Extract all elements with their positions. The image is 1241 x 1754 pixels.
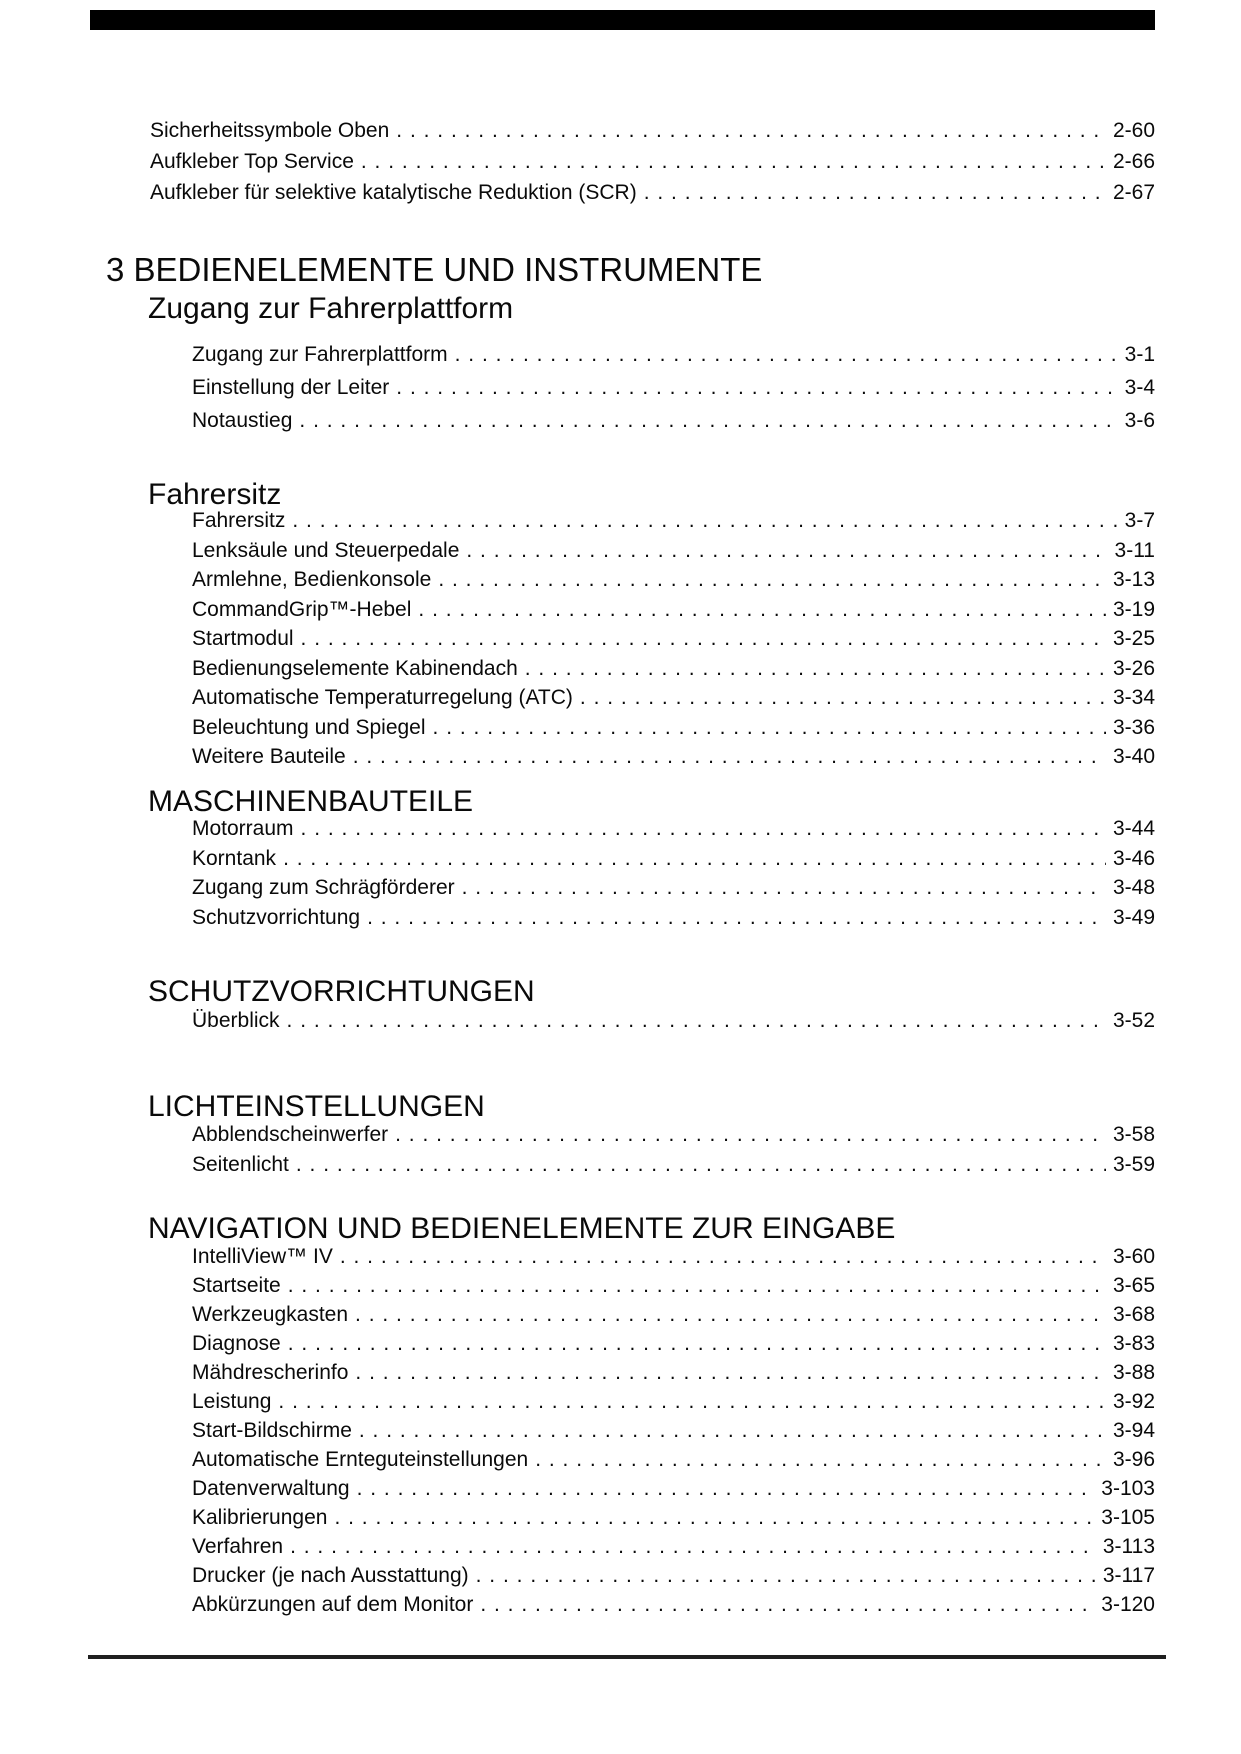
dot-leader (287, 1005, 1106, 1036)
dot-leader (361, 146, 1106, 177)
toc-entry-page-number: 3-1 (1124, 343, 1155, 366)
dot-leader (433, 713, 1106, 743)
toc-entry-page-number: 3-83 (1112, 1332, 1155, 1355)
dot-leader (396, 371, 1117, 404)
toc-entry-row (192, 565, 1155, 595)
toc-entry-row (192, 1445, 1155, 1474)
dot-leader (299, 404, 1117, 437)
toc-entry-page-number: 3-19 (1112, 597, 1155, 621)
toc-entry-label: Fahrersitz (192, 509, 286, 532)
toc-entry-list (192, 1120, 1155, 1179)
toc-entry-label: Zugang zum Schrägförderer (192, 876, 455, 899)
toc-entry-label: Sicherheitssymbole Oben (150, 119, 390, 142)
toc-entry-label: Beleuchtung und Spiegel (192, 715, 426, 739)
toc-entry-row (192, 1474, 1155, 1503)
toc-entry-label: Korntank (192, 846, 277, 870)
toc-entry-page-number: 3-26 (1112, 656, 1155, 680)
toc-entry-row (192, 1387, 1155, 1416)
toc-entry-label: Überblick (192, 1009, 280, 1032)
toc-entry-row (192, 903, 1155, 933)
toc-entry-page-number: 3-36 (1112, 715, 1155, 739)
toc-entry-page-number: 3-25 (1112, 627, 1155, 650)
toc-entry-row (192, 1271, 1155, 1300)
toc-entry-row (192, 595, 1155, 625)
toc-entry-page-number: 3-7 (1124, 509, 1155, 532)
dot-leader (462, 873, 1106, 903)
toc-entry-page-number: 3-34 (1112, 686, 1155, 709)
toc-entry-row (192, 654, 1155, 684)
section-heading: LICHTEINSTELLUNGEN (148, 1090, 485, 1123)
toc-entry-label: Kalibrierungen (192, 1506, 328, 1529)
toc-entry-label: Abkürzungen auf dem Monitor (192, 1593, 474, 1616)
dot-leader (340, 1242, 1106, 1271)
toc-entry-page-number: 3-117 (1102, 1564, 1155, 1587)
toc-entry-list (192, 1005, 1155, 1036)
dot-leader (355, 1358, 1106, 1387)
toc-entry-label: CommandGrip™-Hebel (192, 597, 412, 621)
toc-entry-page-number: 3-52 (1112, 1009, 1155, 1032)
toc-entry-page-number: 3-65 (1112, 1274, 1155, 1297)
toc-entry-label: Automatische Ernteguteinstellungen (192, 1448, 529, 1471)
dot-leader (438, 565, 1106, 595)
toc-entry-row (192, 536, 1155, 566)
dot-leader (455, 338, 1118, 371)
section-heading: NAVIGATION UND BEDIENELEMENTE ZUR EINGABE (148, 1212, 896, 1245)
dot-leader (288, 1271, 1106, 1300)
toc-entry-page-number: 3-44 (1112, 817, 1155, 840)
toc-entry-page-number: 3-58 (1112, 1123, 1155, 1146)
dot-leader (359, 1416, 1106, 1445)
toc-entry-row (192, 404, 1155, 437)
dot-leader (395, 1120, 1106, 1150)
toc-entry-page-number: 3-13 (1112, 568, 1155, 591)
toc-entry-label: Startseite (192, 1274, 281, 1297)
section-heading: Fahrersitz (148, 478, 282, 511)
toc-entry-label: IntelliView™ IV (192, 1245, 333, 1268)
toc-entry-label: Armlehne, Bedienkonsole (192, 568, 432, 591)
toc-entry-label: Diagnose (192, 1332, 281, 1355)
toc-entry-list-previous-chapter (150, 115, 1155, 208)
top-divider-bar (90, 10, 1155, 30)
toc-entry-page-number: 3-103 (1101, 1477, 1155, 1500)
dot-leader (396, 115, 1106, 146)
toc-entry-page-number: 3-105 (1101, 1506, 1155, 1529)
dot-leader (367, 903, 1106, 933)
toc-entry-label: Automatische Temperaturregelung (ATC) (192, 686, 573, 709)
toc-entry-label: Seitenlicht (192, 1152, 289, 1176)
dot-leader (644, 177, 1106, 208)
toc-entry-page-number: 3-11 (1114, 538, 1155, 562)
toc-entry-row (192, 1005, 1155, 1036)
toc-entry-row (192, 506, 1155, 536)
dot-leader (480, 1590, 1094, 1619)
dot-leader (525, 654, 1106, 684)
toc-entry-page-number: 3-46 (1112, 846, 1155, 870)
toc-entry-page-number: 3-40 (1112, 745, 1155, 768)
dot-leader (290, 1532, 1096, 1561)
toc-entry-label: Notaustieg (192, 409, 293, 432)
dot-leader (353, 742, 1106, 772)
toc-entry-label: Abblendscheinwerfer (192, 1123, 389, 1146)
toc-entry-page-number: 3-120 (1101, 1593, 1155, 1616)
toc-entry-label: Werkzeugkasten (192, 1303, 349, 1326)
toc-entry-row (192, 814, 1155, 844)
toc-entry-label: Verfahren (192, 1535, 284, 1558)
toc-entry-row (192, 371, 1155, 404)
dot-leader (535, 1445, 1106, 1474)
toc-entry-page-number: 3-88 (1112, 1361, 1155, 1384)
toc-entry-row (192, 873, 1155, 903)
toc-entry-row (192, 1242, 1155, 1271)
toc-entry-label: Weitere Bauteile (192, 745, 346, 768)
toc-entry-row (192, 742, 1155, 772)
toc-entry-page-number: 3-113 (1102, 1535, 1155, 1558)
toc-entry-page-number: 3-60 (1112, 1245, 1155, 1268)
dot-leader (283, 844, 1106, 874)
toc-entry-row (192, 1300, 1155, 1329)
toc-entry-page-number: 3-49 (1112, 905, 1155, 929)
toc-entry-page-number: 2-66 (1112, 150, 1155, 173)
toc-entry-label: Leistung (192, 1390, 272, 1413)
dot-leader (355, 1300, 1106, 1329)
toc-entry-label: Motorraum (192, 817, 294, 840)
toc-entry-row (192, 844, 1155, 874)
toc-entry-row (192, 1329, 1155, 1358)
toc-entry-row (192, 338, 1155, 371)
dot-leader (357, 1474, 1095, 1503)
dot-leader (301, 624, 1106, 654)
toc-entry-row (192, 1150, 1155, 1180)
toc-entry-row (150, 177, 1155, 208)
dot-leader (476, 1561, 1096, 1590)
toc-entry-label: Drucker (je nach Ausstattung) (192, 1564, 469, 1587)
toc-entry-page-number: 3-92 (1112, 1390, 1155, 1413)
toc-entry-label: Zugang zur Fahrerplattform (192, 343, 448, 366)
toc-entry-label: Einstellung der Leiter (192, 376, 390, 399)
toc-entry-row (192, 1590, 1155, 1619)
toc-entry-label: Startmodul (192, 627, 294, 650)
dot-leader (334, 1503, 1094, 1532)
dot-leader (278, 1387, 1106, 1416)
toc-entry-row (192, 713, 1155, 743)
dot-leader (418, 595, 1106, 625)
toc-entry-label: Datenverwaltung (192, 1477, 350, 1500)
section-heading: SCHUTZVORRICHTUNGEN (148, 975, 535, 1008)
section-heading: Zugang zur Fahrerplattform (148, 292, 514, 325)
toc-entry-row (150, 146, 1155, 177)
dot-leader (301, 814, 1106, 844)
dot-leader (292, 506, 1117, 536)
toc-entry-page-number: 3-96 (1112, 1448, 1155, 1471)
toc-entry-row (192, 1503, 1155, 1532)
toc-entry-row (192, 1532, 1155, 1561)
toc-entry-label: Lenksäule und Steuerpedale (192, 538, 460, 562)
toc-entry-list (192, 1242, 1155, 1619)
toc-entry-list (192, 338, 1155, 437)
toc-entry-list (192, 814, 1155, 932)
toc-entry-row (150, 115, 1155, 146)
toc-entry-label: Aufkleber Top Service (150, 150, 354, 173)
section-heading: MASCHINENBAUTEILE (148, 785, 474, 818)
toc-entry-row (192, 683, 1155, 713)
toc-entry-label: Bedienungselemente Kabinendach (192, 656, 518, 680)
toc-entry-row (192, 1358, 1155, 1387)
toc-entry-label: Schutzvorrichtung (192, 905, 361, 929)
dot-leader (466, 536, 1107, 566)
toc-entry-page-number: 3-68 (1112, 1303, 1155, 1326)
toc-entry-page-number: 3-48 (1112, 876, 1155, 899)
dot-leader (580, 683, 1106, 713)
toc-entry-list (192, 506, 1155, 772)
toc-entry-row (192, 1120, 1155, 1150)
toc-entry-page-number: 3-59 (1112, 1152, 1155, 1176)
toc-entry-row (192, 1416, 1155, 1445)
dot-leader (288, 1329, 1106, 1358)
bottom-divider-rule (88, 1655, 1166, 1659)
toc-entry-page-number: 3-4 (1124, 376, 1155, 399)
chapter-heading: 3 BEDIENELEMENTE UND INSTRUMENTE (106, 251, 763, 288)
toc-entry-label: Start-Bildschirme (192, 1419, 352, 1442)
dot-leader (296, 1150, 1106, 1180)
toc-entry-page-number: 2-67 (1112, 181, 1155, 204)
toc-entry-row (192, 624, 1155, 654)
toc-entry-label: Aufkleber für selektive katalytische Reduktion (SCR) (150, 181, 637, 204)
toc-entry-page-number: 3-94 (1112, 1419, 1155, 1442)
toc-entry-row (192, 1561, 1155, 1590)
toc-entry-page-number: 3-6 (1124, 409, 1155, 432)
toc-entry-label: Mähdrescherinfo (192, 1361, 349, 1384)
toc-entry-page-number: 2-60 (1112, 119, 1155, 142)
